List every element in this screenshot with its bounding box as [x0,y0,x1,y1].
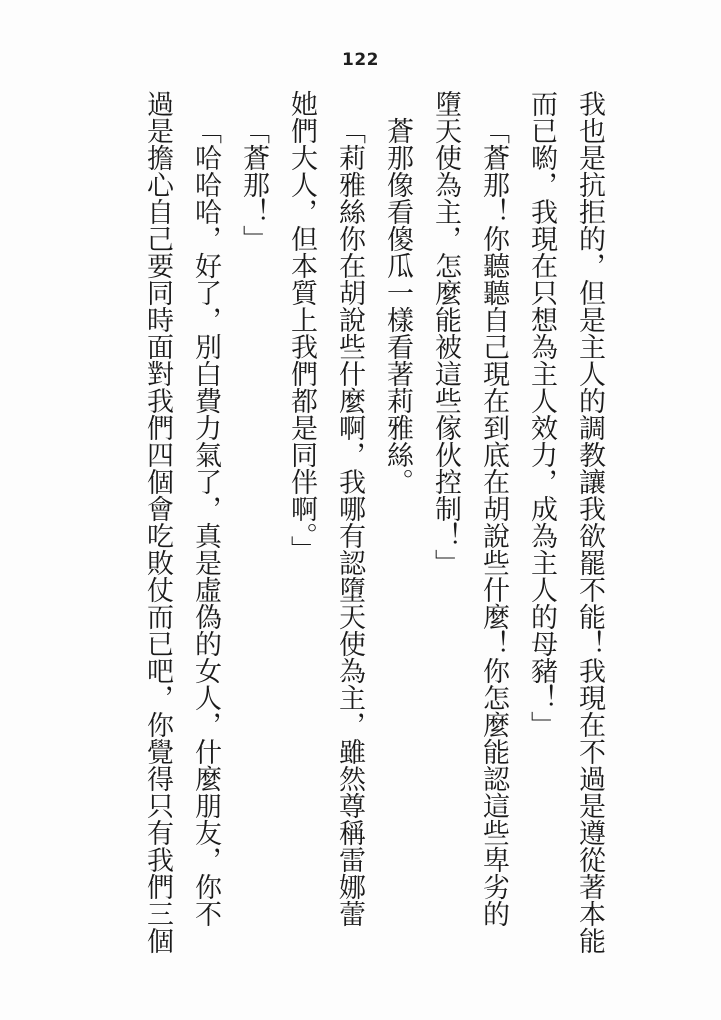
text-column: 「莉雅絲你在胡說些什麼啊，我哪有認墮天使為主，雖然尊稱雷娜蕾 [335,117,365,927]
text-column: 蒼那像看傻瓜一樣看著莉雅絲。 [383,117,413,495]
text-column: 過是擔心自己要同時面對我們四個會吃敗仗而已吧，你覺得只有我們三個 [143,90,173,954]
text-column: 「哈哈哈，好了，別白費力氣了，真是虛偽的女人，什麼朋友，你不 [191,117,221,927]
text-column: 我也是抗拒的，但是主人的調教讓我欲罷不能！我現在不過是遵從著本能 [575,90,605,954]
text-column: 「蒼那！你聽聽自己現在到底在胡說些什麼！你怎麼能認這些卑劣的 [479,117,509,927]
text-block [134,90,614,970]
text-column: 墮天使為主，怎麼能被這些傢伙控制！」 [431,90,461,576]
text-column: 「蒼那！」 [239,117,269,252]
text-column: 而已喲，我現在只想為主人效力，成為主人的母豬！」 [527,90,557,738]
text-column: 她們大人，但本質上我們都是同伴啊。」 [287,90,317,563]
page-number: 122 [342,50,379,70]
